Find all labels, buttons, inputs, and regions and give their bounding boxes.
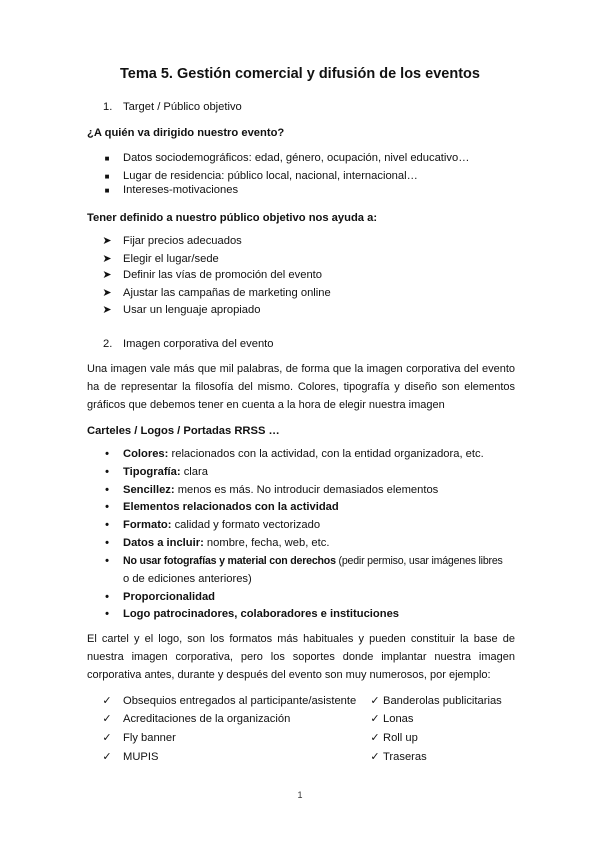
helps-item: Definir las vías de promoción del evento (123, 269, 322, 281)
round-bullet-icon: • (105, 484, 109, 496)
helps-item: Fijar precios adecuados (123, 235, 242, 247)
support-item: Acreditaciones de la organización (123, 713, 291, 725)
section-1-number: 1. (103, 101, 113, 113)
question-helps: Tener definido a nuestro público objetivo nos ayuda a: (87, 212, 378, 224)
arrow-bullet-icon: ➤ (102, 253, 112, 265)
check-icon: ✓ (102, 713, 112, 725)
paragraph-image: Una imagen vale más que mil palabras, de forma que la imagen corporativa del evento ha de representar la filosofía del mismo. Colores, tipografía y diseño son elementos gráficos que debemos tener en cuenta a la hora de elegir nuestra imagen (87, 363, 515, 411)
element-item: Elementos relacionados con la actividad (123, 501, 339, 513)
element-item: No usar fotografías y material con derechos (pedir permiso, usar imágenes libres (123, 555, 503, 567)
support-item: Traseras (383, 751, 427, 763)
round-bullet-icon: • (105, 466, 109, 478)
support-item: Obsequios entregados al participante/asistente (123, 695, 357, 707)
element-item-continuation: o de ediciones anteriores) (123, 573, 252, 585)
element-item: Formato: calidad y formato vectorizado (123, 519, 321, 531)
question-carteles: Carteles / Logos / Portadas RRSS … (87, 425, 280, 437)
element-item: Proporcionalidad (123, 591, 215, 603)
element-item: Colores: relacionados con la actividad, con la entidad organizadora, etc. (123, 448, 484, 460)
section-2-number: 2. (103, 338, 113, 350)
helps-item: Elegir el lugar/sede (123, 253, 219, 265)
square-bullet-icon: ■ (104, 186, 110, 195)
square-bullet-icon: ■ (104, 172, 110, 181)
section-1-label: Target / Público objetivo (123, 101, 242, 113)
support-item: MUPIS (123, 751, 159, 763)
support-item: Fly banner (123, 732, 176, 744)
square-bullet-icon: ■ (104, 154, 110, 163)
check-icon: ✓ (370, 732, 380, 744)
check-icon: ✓ (370, 695, 380, 707)
page-number: 1 (297, 790, 303, 800)
check-icon: ✓ (102, 751, 112, 763)
round-bullet-icon: • (105, 555, 109, 567)
round-bullet-icon: • (105, 591, 109, 603)
element-item: Tipografía: clara (123, 466, 208, 478)
support-item: Roll up (383, 732, 418, 744)
helps-item: Ajustar las campañas de marketing online (123, 287, 331, 299)
round-bullet-icon: • (105, 501, 109, 513)
round-bullet-icon: • (105, 608, 109, 620)
round-bullet-icon: • (105, 448, 109, 460)
support-item: Banderolas publicitarias (383, 695, 502, 707)
helps-item: Usar un lenguaje apropiado (123, 304, 261, 316)
audience-item: Lugar de residencia: público local, nacional, internacional… (123, 170, 418, 182)
arrow-bullet-icon: ➤ (102, 304, 112, 316)
page-title: Tema 5. Gestión comercial y difusión de los eventos (120, 66, 480, 82)
support-item: Lonas (383, 713, 414, 725)
audience-item: Datos sociodemográficos: edad, género, ocupación, nivel educativo… (123, 152, 470, 164)
arrow-bullet-icon: ➤ (102, 287, 112, 299)
question-audience: ¿A quién va dirigido nuestro evento? (87, 127, 285, 139)
check-icon: ✓ (102, 695, 112, 707)
check-icon: ✓ (102, 732, 112, 744)
check-icon: ✓ (370, 751, 380, 763)
paragraph-supports: El cartel y el logo, son los formatos más habituales y pueden constituir la base de nuestra imagen corporativa, pero los soportes donde implantar nuestra imagen corporativa antes, durante y después del evento son muy numerosos, por ejemplo: (87, 633, 515, 681)
round-bullet-icon: • (105, 537, 109, 549)
element-item: Datos a incluir: nombre, fecha, web, etc. (123, 537, 330, 549)
arrow-bullet-icon: ➤ (102, 269, 112, 281)
check-icon: ✓ (370, 713, 380, 725)
element-item: Logo patrocinadores, colaboradores e instituciones (123, 608, 400, 620)
round-bullet-icon: • (105, 519, 109, 531)
section-2-label: Imagen corporativa del evento (123, 338, 274, 350)
audience-item: Intereses-motivaciones (123, 184, 239, 196)
element-item: Sencillez: menos es más. No introducir demasiados elementos (123, 484, 439, 496)
arrow-bullet-icon: ➤ (102, 235, 112, 247)
